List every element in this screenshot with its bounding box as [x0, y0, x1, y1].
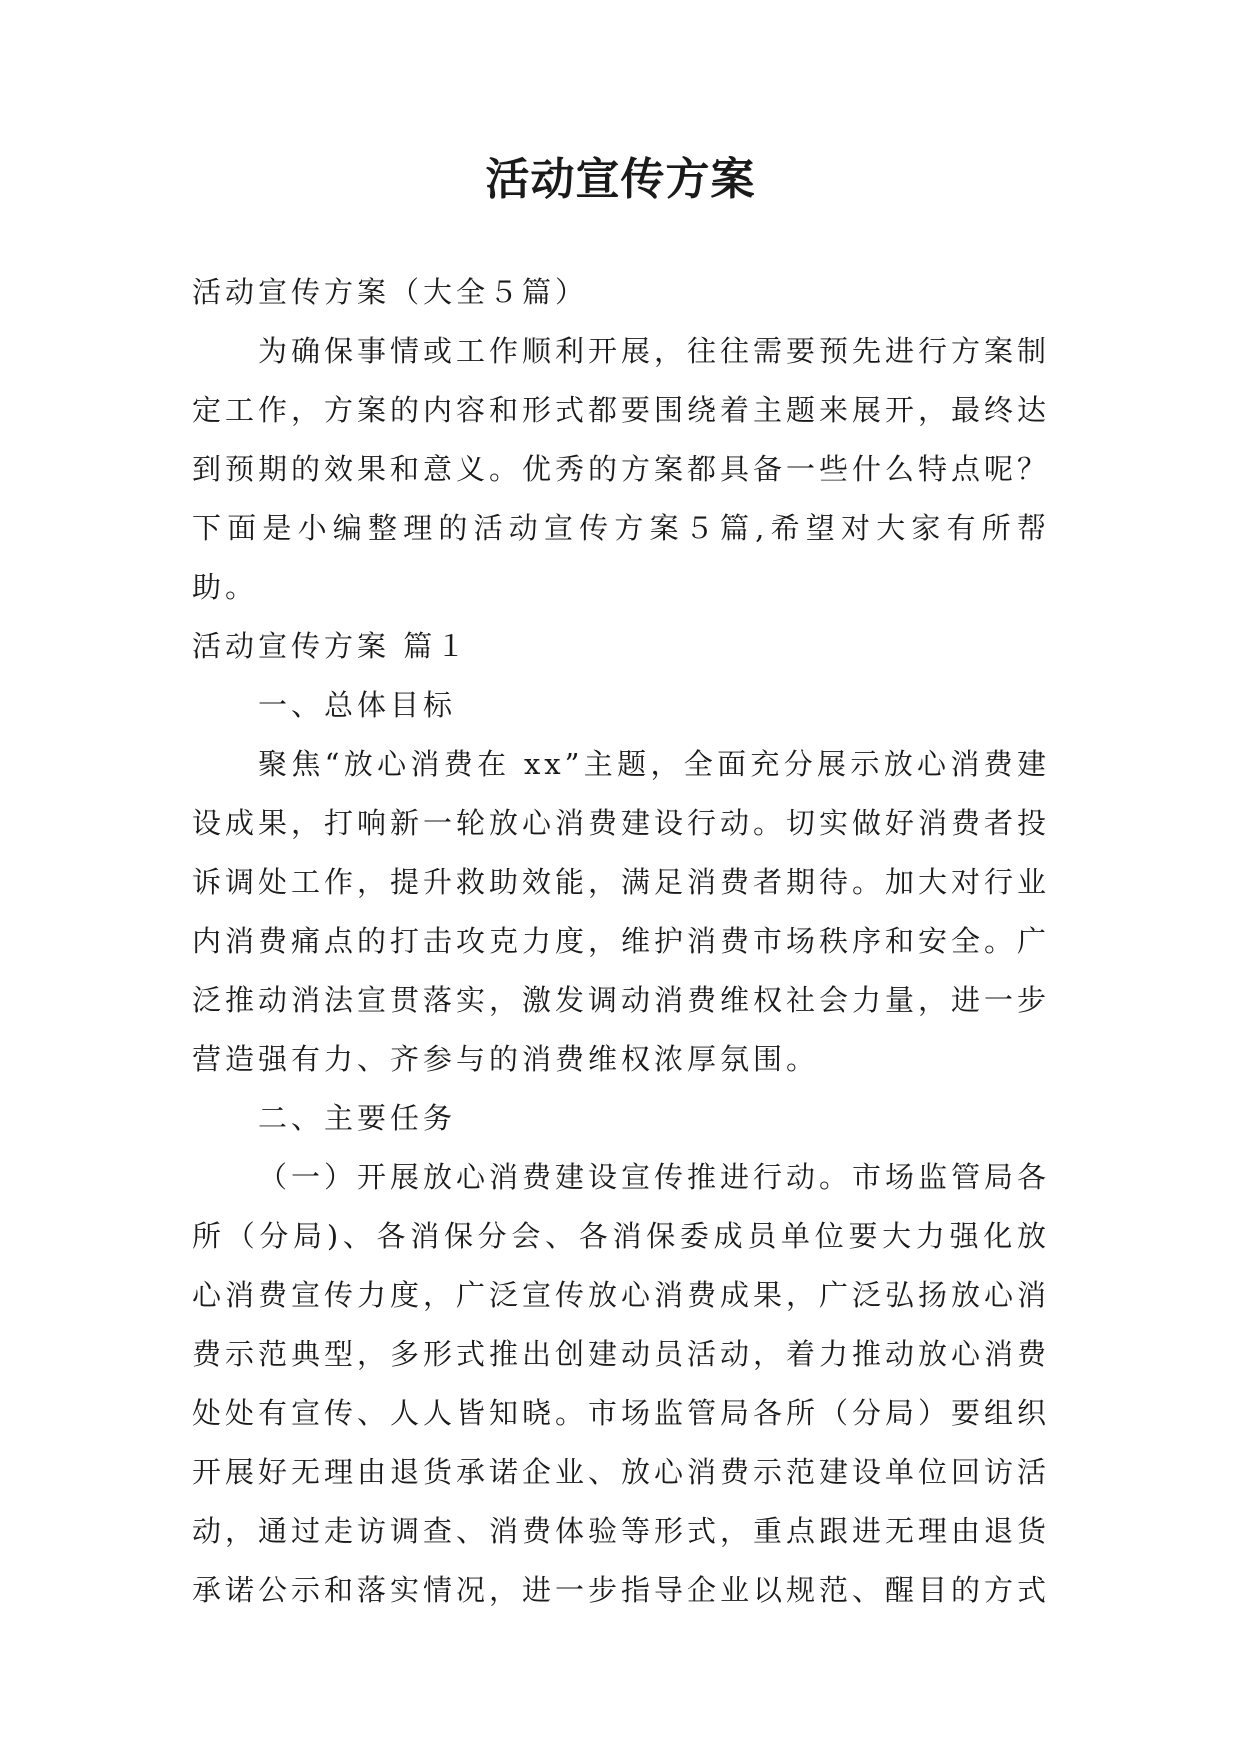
goal-paragraph: 聚焦“放心消费在 xx”主题，全面充分展示放心消费建设成果，打响新一轮放心消费建设行动。切实做好消费者投诉调处工作，提升救助效能，满足消费者期待。加大对行业内消费痛点的打击攻克力度，维护消费市场秩序和安全。广泛推动消法宣贯落实，激发调动消费维权社会力量，进一步营造强有力、齐参与的消费维权浓厚氛围。: [192, 747, 1051, 1076]
document-title: 活动宣传方案: [485, 154, 756, 205]
document-body: [192, 263, 1050, 1620]
heading-overall-goal: 一、总体目标: [258, 688, 457, 722]
subtitle-line: 活动宣传方案（大全５篇）: [192, 275, 589, 309]
task-paragraph: （一）开展放心消费建设宣传推进行动。市场监管局各所（分局)、各消保分会、各消保委成员单位要大力强化放心消费宣传力度，广泛宣传放心消费成果，广泛弘扬放心消费示范典型，多形式推出创建动员活动，着力推动放心消费处处有宣传、人人皆知晓。市场监管局各所（分局）要组织开展好无理由退货承诺企业、放心消费示范建设单位回访活动，通过走访调查、消费体验等形式，重点跟进无理由退货承诺公示和落实情况，进一步指导企业以规范、醒目的方式: [192, 1160, 1051, 1607]
heading-main-tasks: 二、主要任务: [258, 1101, 457, 1135]
intro-paragraph: 为确保事情或工作顺利开展，往往需要预先进行方案制定工作，方案的内容和形式都要围绕着主题来展开，最终达到预期的效果和意义。优秀的方案都具备一些什么特点呢？下面是小编整理的活动宣传方案５篇,希望对大家有所帮助。: [192, 334, 1051, 604]
section-heading: 活动宣传方案 篇１: [192, 629, 470, 663]
